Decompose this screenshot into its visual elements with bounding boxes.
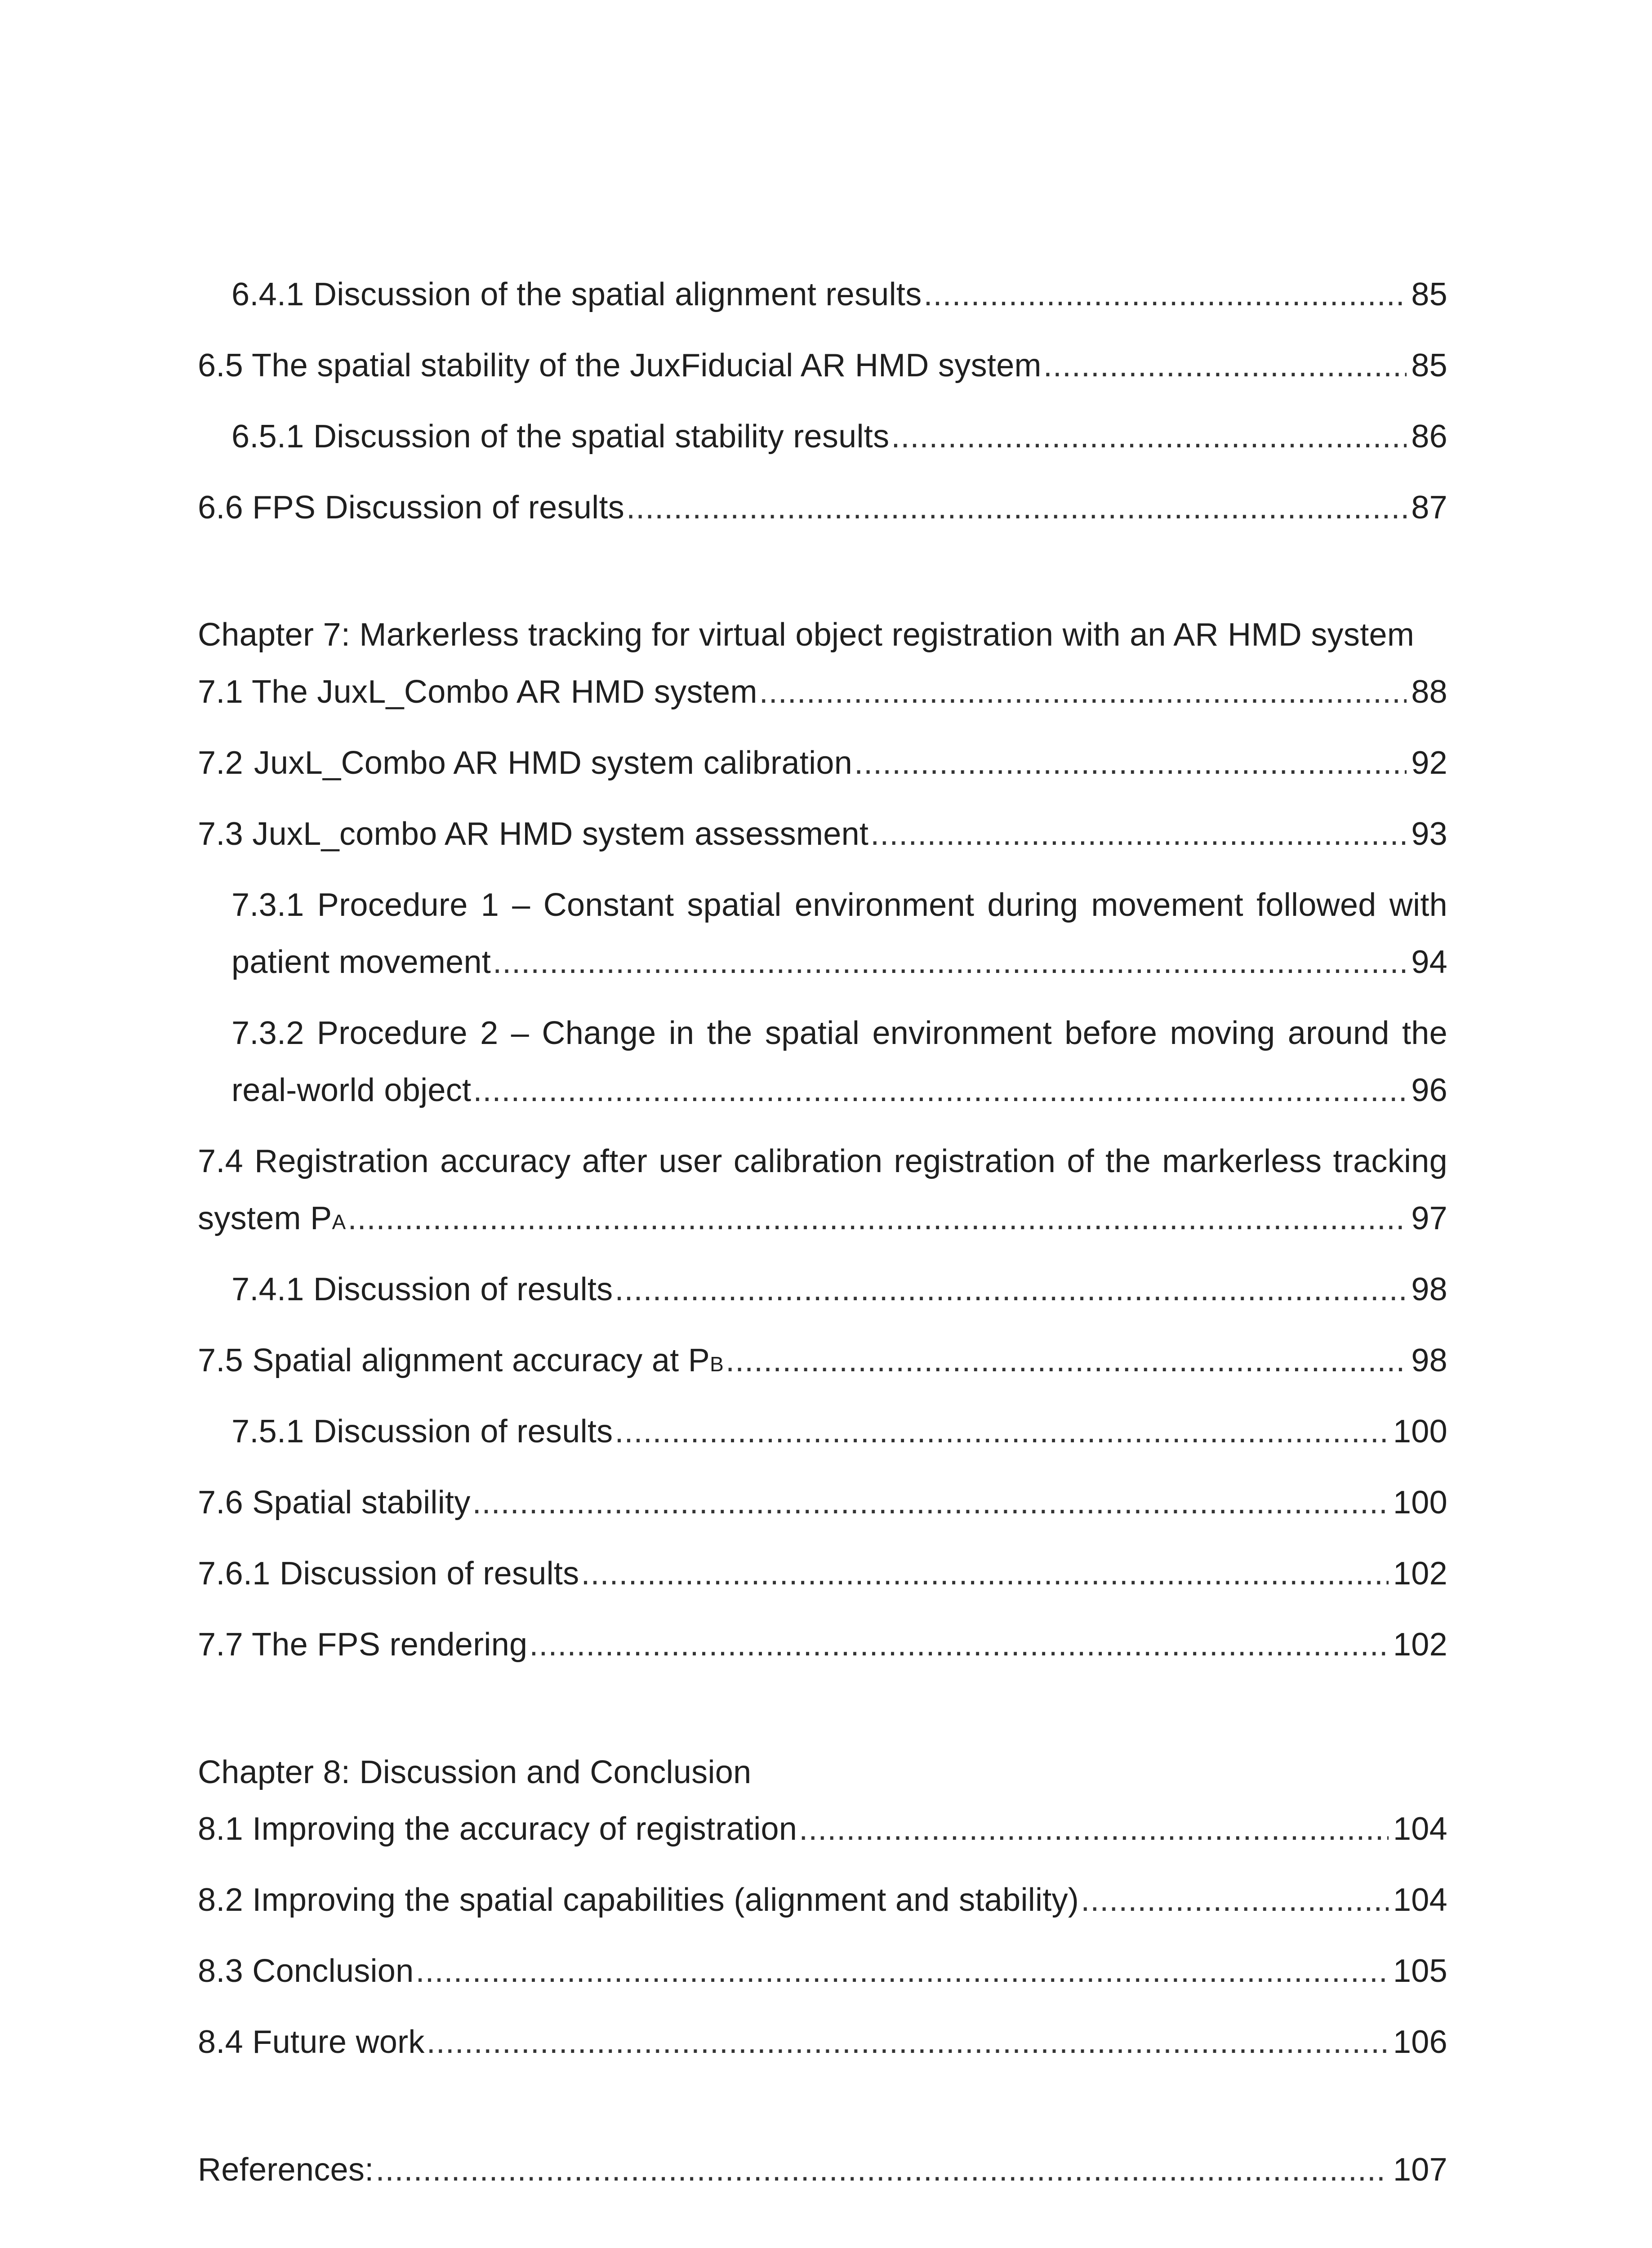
toc-page-number: 98 bbox=[1411, 1343, 1447, 1378]
toc-entry-label: 7.7 The FPS rendering bbox=[198, 1627, 528, 1663]
toc-entry-label: 6.4.1 Discussion of the spatial alignment results bbox=[232, 277, 922, 312]
dot-leader bbox=[924, 276, 1407, 313]
toc-entry-7-5[interactable] bbox=[198, 1342, 1447, 1383]
subscript: B bbox=[710, 1352, 724, 1376]
toc-page-number: 100 bbox=[1393, 1414, 1447, 1450]
toc-entry-number: 7.2 bbox=[198, 745, 243, 781]
dot-leader bbox=[416, 1952, 1389, 1990]
dot-leader bbox=[472, 1484, 1389, 1521]
toc-entry-label: 8.4 Future work bbox=[198, 2024, 425, 2060]
toc-entry-7-4-1[interactable] bbox=[232, 1271, 1447, 1308]
toc-entry-7-1[interactable] bbox=[198, 673, 1447, 711]
toc-page-number: 86 bbox=[1411, 419, 1447, 455]
toc-entry-label-line1: 7.3.1 Procedure 1 – Constant spatial environment during movement followed with bbox=[232, 887, 1447, 923]
toc-page-number: 98 bbox=[1411, 1271, 1447, 1307]
toc-entry-8-3[interactable] bbox=[198, 1952, 1447, 1990]
toc-page-number: 102 bbox=[1393, 1556, 1447, 1592]
toc-page-number: 97 bbox=[1411, 1200, 1447, 1236]
toc-page-number: 105 bbox=[1393, 1953, 1447, 1989]
toc-entry-label: 8.1 Improving the accuracy of registration bbox=[198, 1811, 797, 1847]
dot-leader bbox=[626, 489, 1407, 526]
toc-entry-references[interactable] bbox=[198, 2151, 1447, 2189]
dot-leader bbox=[1081, 1881, 1389, 1919]
toc-entry-6-6[interactable] bbox=[198, 489, 1447, 526]
toc-entry-7-3[interactable] bbox=[198, 815, 1447, 853]
dot-leader bbox=[854, 744, 1407, 782]
toc-page-number: 100 bbox=[1393, 1485, 1447, 1521]
dot-leader bbox=[493, 943, 1407, 981]
toc-entry-8-2[interactable] bbox=[198, 1881, 1447, 1919]
dot-leader bbox=[614, 1271, 1407, 1308]
dot-leader bbox=[614, 1413, 1388, 1450]
dot-leader bbox=[799, 1810, 1389, 1848]
toc-entry-7-7[interactable] bbox=[198, 1626, 1447, 1664]
toc-page-number: 102 bbox=[1393, 1627, 1447, 1663]
dot-leader bbox=[347, 1200, 1407, 1237]
toc-entry-label: 7.5.1 Discussion of results bbox=[232, 1414, 613, 1450]
toc-entry-label-line2: system PA bbox=[198, 1200, 346, 1236]
toc-entry-6-4-1[interactable] bbox=[232, 276, 1447, 313]
toc-page-number: 107 bbox=[1393, 2152, 1447, 2188]
toc-entry-label: 8.3 Conclusion bbox=[198, 1953, 414, 1989]
toc-entry-7-6[interactable] bbox=[198, 1484, 1447, 1521]
toc-entry-label: 7.5 Spatial alignment accuracy at PB bbox=[198, 1343, 724, 1378]
toc-entry-8-1[interactable] bbox=[198, 1810, 1447, 1848]
dot-leader bbox=[427, 2023, 1389, 2061]
dot-leader bbox=[529, 1626, 1389, 1664]
dot-leader bbox=[376, 2151, 1389, 2189]
toc-page-number: 104 bbox=[1393, 1811, 1447, 1847]
toc-page-number: 87 bbox=[1411, 490, 1447, 526]
dot-leader bbox=[726, 1342, 1407, 1379]
toc-entry-8-4[interactable] bbox=[198, 2023, 1447, 2061]
toc-entry-label: 6.5 The spatial stability of the JuxFiducial AR HMD system bbox=[198, 348, 1042, 384]
toc-entry-7-2[interactable] bbox=[198, 744, 1447, 782]
toc-entry-label: 8.2 Improving the spatial capabilities (alignment and stability) bbox=[198, 1882, 1079, 1918]
toc-page-number: 88 bbox=[1411, 674, 1447, 710]
toc-entry-7-4[interactable] bbox=[198, 1142, 1447, 1241]
dot-leader bbox=[759, 673, 1407, 711]
dot-leader bbox=[870, 815, 1407, 853]
toc-entry-7-3-1[interactable] bbox=[232, 886, 1447, 981]
toc-entry-6-5-1[interactable] bbox=[232, 418, 1447, 455]
toc-entry-label-line2: patient movement bbox=[232, 944, 491, 980]
toc-entry-6-5[interactable] bbox=[198, 347, 1447, 384]
toc-entry-label: 7.6 Spatial stability bbox=[198, 1485, 471, 1521]
chapter-heading-text: Chapter 8: Discussion and Conclusion bbox=[198, 1754, 752, 1790]
toc-entry-7-5-1[interactable] bbox=[232, 1413, 1447, 1450]
toc-page-number: 85 bbox=[1411, 348, 1447, 384]
toc-page-number: 94 bbox=[1411, 944, 1447, 980]
toc-entry-label: 7.1 The JuxL_Combo AR HMD system bbox=[198, 674, 757, 710]
toc-entry-label: JuxL_Combo AR HMD system calibration bbox=[254, 745, 853, 781]
toc-page-number: 85 bbox=[1411, 277, 1447, 312]
dot-leader bbox=[581, 1555, 1388, 1592]
toc-entry-label: 7.6.1 Discussion of results bbox=[198, 1556, 579, 1592]
toc-page-number: 104 bbox=[1393, 1882, 1447, 1918]
toc-page-number: 93 bbox=[1411, 816, 1447, 852]
toc-entry-7-3-2[interactable] bbox=[232, 1014, 1447, 1109]
chapter-8-heading[interactable] bbox=[198, 1753, 1447, 1791]
toc-entry-label: 6.5.1 Discussion of the spatial stability results bbox=[232, 419, 890, 455]
chapter-7-heading[interactable] bbox=[198, 616, 1447, 654]
toc-entry-7-6-1[interactable] bbox=[198, 1555, 1447, 1592]
toc-entry-label-line2: real-world object bbox=[232, 1072, 472, 1108]
toc-entry-label: 6.6 FPS Discussion of results bbox=[198, 490, 625, 526]
toc-page-number: 96 bbox=[1411, 1072, 1447, 1108]
subscript: A bbox=[332, 1210, 346, 1234]
chapter-heading-text: Chapter 7: Markerless tracking for virtual object registration with an AR HMD system bbox=[198, 617, 1415, 653]
toc-entry-label: 7.4.1 Discussion of results bbox=[232, 1271, 613, 1307]
toc-entry-label-line1: 7.4 Registration accuracy after user calibration registration of the markerless tracking bbox=[198, 1143, 1447, 1179]
dot-leader bbox=[891, 418, 1407, 455]
dot-leader bbox=[473, 1071, 1407, 1109]
dot-leader bbox=[1043, 347, 1407, 384]
toc-entry-label-line1: 7.3.2 Procedure 2 – Change in the spatial environment before moving around the bbox=[232, 1015, 1447, 1051]
toc-entry-label: References: bbox=[198, 2152, 374, 2188]
toc-page-number: 106 bbox=[1393, 2024, 1447, 2060]
toc-entry-label: 7.3 JuxL_combo AR HMD system assessment bbox=[198, 816, 869, 852]
toc-page-number: 92 bbox=[1411, 745, 1447, 781]
